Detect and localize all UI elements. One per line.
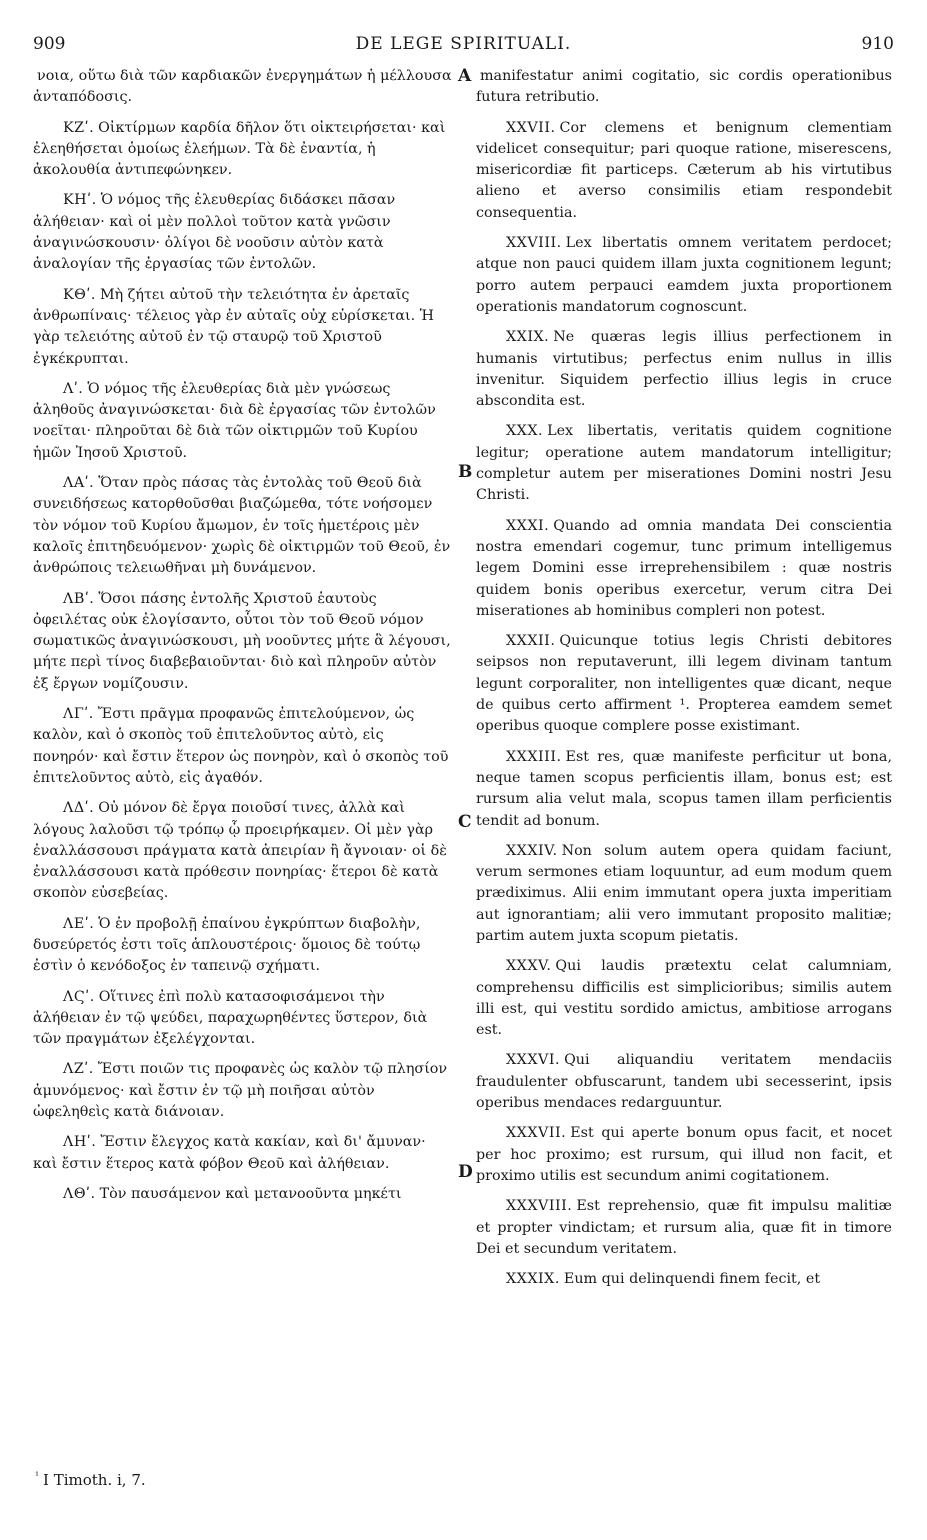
latin-paragraph: XXXIV. Non solum autem opera quidam faciunt, verum sermones etiam loquuntur, ad eum modum quem prædiximus. Alii enim immutant opera juxta imperitiam aut ignorantiam; alii vero immutant proposito malitiæ; partim autem juxta scopum pietatis.	[476, 842, 892, 944]
latin-paragraph: manifestatur animi cogitatio, sic cordis operationibus futura retributio.	[476, 68, 892, 106]
latin-paragraph: XXXIII. Est res, quæ manifeste perficitur ut bona, neque tamen scopus perficientis illam, bonus est; est rursum alia velut mala, scopus tamen illam perficientis tendit ad bonum.	[476, 748, 892, 829]
greek-paragraph: ΚΖʹ. Οἰκτίρμων καρδία δῆλον ὅτι οἰκτειρήσεται· καὶ ἐλεηθήσεται ὁμοίως ἐλεήμων. Τὰ δὲ ἐναντία, ἡ ἀκολουθία ἀντιπεφώνηκεν.	[33, 119, 446, 179]
section-marker-a: A	[458, 66, 472, 86]
greek-paragraph: νοια, οὕτω διὰ τῶν καρδιακῶν ἐνεργημάτων ἡ μέλλουσα ἀνταπόδοσις.	[33, 68, 452, 106]
page-number-left: 909	[33, 34, 66, 54]
running-header	[33, 34, 894, 56]
greek-column	[33, 66, 453, 1214]
footnote	[35, 1471, 146, 1489]
greek-paragraph: ΛΓʹ. Ἔστι πρᾶγμα προφανῶς ἐπιτελούμενον, ὡς καλὸν, καὶ ὁ σκοπὸς τοῦ ἐπιτελοῦντος αὐτὸ, εἰς πονηρόν· καὶ ἔστιν ἕτερον ὡς πονηρὸν, καὶ ὁ σκοπὸς τοῦ ἐπιτελοῦντος αὐτὸ, εἰς ἀγαθόν.	[33, 706, 449, 786]
section-marker-b: B	[458, 462, 473, 482]
greek-paragraph: ΛΘʹ. Τὸν παυσάμενον καὶ μετανοοῦντα μηκέτι	[63, 1185, 402, 1202]
latin-paragraph: XXXVI. Qui aliquandiu veritatem mendaciis fraudulenter obfuscarunt, tandem ubi secesserint, ipsis operibus mendaces redarguuntur.	[476, 1052, 892, 1112]
footnote-mark: ¹	[35, 1471, 40, 1482]
latin-column	[476, 66, 892, 1299]
greek-paragraph: ΛΑʹ. Ὅταν πρὸς πάσας τὰς ἐντολὰς τοῦ Θεοῦ διὰ συνειδήσεως κατορθοῦσθαι βιαζώμεθα, τότε νοήσομεν τὸν νόμον τοῦ Κυρίου ἄμωμον, ἐν τοῖς ἡμετέροις μὲν καλοῖς ἐπιτηδευόμενον· χωρὶς δὲ οἰκτιρμῶν τοῦ Θεοῦ, ἐν ἀνθρώποις τελειωθῆναι μὴ δυνάμενον.	[33, 475, 451, 577]
greek-paragraph: ΛΗʹ. Ἔστιν ἔλεγχος κατὰ κακίαν, καὶ δι' ἄμυναν· καὶ ἔστιν ἕτερος κατὰ φόβον Θεοῦ καὶ ἀλήθειαν.	[33, 1134, 426, 1172]
section-marker-c: C	[458, 812, 472, 832]
greek-paragraph: ΛΕʹ. Ὁ ἐν προβολῇ ἐπαίνου ἐγκρύπτων διαβολὴν, δυσεύρετός ἐστι τοῖς ἁπλουστέροις· ὅμοιος δὲ τούτῳ ἐστὶν ὁ κενόδοξος ἐν ταπεινῷ σχήματι.	[33, 915, 421, 975]
latin-paragraph: XXX. Lex libertatis, veritatis quidem cognitione legitur; operatione autem mandatorum intelligitur; completur autem per miserationes Domini nostri Jesu Christi.	[476, 423, 892, 504]
latin-paragraph: XXXV. Qui laudis prætextu celat calumniam, comprehensu difficilis est simplicioribus; similis autem illi est, qui vestitu sordido amictus, ambitiose arrogans est.	[476, 958, 892, 1039]
latin-paragraph: XXXIX. Eum qui delinquendi finem fecit, et	[506, 1271, 821, 1288]
latin-paragraph: XXXII. Quicunque totius legis Christi debitores seipsos non reputaverunt, illi legem divinam tantum legunt corporaliter, non intelligentes quæ dicant, neque de quibus certo affirment ¹. Propterea eamdem semet operibus quoque complere posse existimant.	[476, 633, 892, 735]
latin-paragraph: XXXVII. Est qui aperte bonum opus facit, et nocet per hoc proximo; est rursum, qui illud non facit, et proximo utilis est secundum animi cogitationem.	[476, 1125, 892, 1184]
greek-paragraph: ΚΘʹ. Μὴ ζήτει αὐτοῦ τὴν τελειότητα ἐν ἀρεταῖς ἀνθρωπίναις· τέλειος γὰρ ἐν αὐταῖς οὐχ εὑρίσκεται. Ἡ γὰρ τελειότης αὐτοῦ ἐν τῷ σταυρῷ τοῦ Χριστοῦ ἐγκέκρυπται.	[33, 286, 434, 367]
footnote-text: I Timoth. i, 7.	[43, 1471, 146, 1489]
running-title: DE LEGE SPIRITUALI.	[355, 34, 572, 54]
greek-paragraph: ΛΖʹ. Ἔστι ποιῶν τις προφανὲς ὡς καλὸν τῷ πλησίον ἀμυνόμενος· καὶ ἔστιν ἐν τῷ μὴ ποιῆσαι αὐτὸν ὠφεληθεὶς κατὰ διάνοιαν.	[33, 1061, 448, 1121]
page-number-right: 910	[861, 34, 894, 54]
latin-paragraph: XXVII. Cor clemens et benignum clementiam videlicet consequitur; pari quoque ratione, miserescens, misericordiæ fit particeps. Cæterum ab his virtutibus alieno et averso consimilis etiam respondebit consequentia.	[476, 119, 892, 221]
section-marker-d: D	[458, 1162, 473, 1182]
latin-paragraph: XXXI. Quando ad omnia mandata Dei conscientia nostra emendari cogemur, tunc primum intelligemus legem Domini esse irreprehensibilem : quæ nostris quidem bonis operibus exercetur, verum citra Dei miserationes ab hominibus compleri non potest.	[476, 517, 892, 619]
greek-paragraph: ΛϚʹ. Οἵτινες ἐπὶ πολὺ κατασοφισάμενοι τὴν ἀλήθειαν ἐν τῷ ψεύδει, παραχωρηθέντες ὕστερον, διὰ τῶν πραγμάτων ἐξελέγχονται.	[33, 988, 428, 1048]
greek-paragraph: Λʹ. Ὁ νόμος τῆς ἐλευθερίας διὰ μὲν γνώσεως ἀληθοῦς ἀναγινώσκεται· διὰ δὲ ἐργασίας τῶν ἐντολῶν νοεῖται· πληροῦται δὲ διὰ τῶν οἰκτιρμῶν τοῦ Κυρίου ἡμῶν Ἰησοῦ Χριστοῦ.	[33, 380, 436, 461]
latin-paragraph: XXXVIII. Est reprehensio, quæ fit impulsu malitiæ et propter vindictam; et rursum alia, quæ fit in timore Dei et secundum veritatem.	[476, 1198, 892, 1257]
greek-paragraph: ΛΔʹ. Οὐ μόνον δὲ ἔργα ποιοῦσί τινες, ἀλλὰ καὶ λόγους λαλοῦσι τῷ τρόπῳ ᾧ προειρήκαμεν. Οἱ μὲν γὰρ ἐναλλάσσουσι πράγματα κατὰ ἀπειρίαν ἢ ἄγνοιαν· οἱ δὲ ἐναλλάσσουσι κατὰ πρόθεσιν πονηρίας· ἕτεροι δὲ κατὰ σκοπὸν εὐσεβείας.	[33, 800, 447, 902]
greek-paragraph: ΛΒʹ. Ὅσοι πάσης ἐντολῆς Χριστοῦ ἑαυτοὺς ὀφειλέτας οὐκ ἐλογίσαντο, οὗτοι τὸν τοῦ Θεοῦ νόμον σωματικῶς ἀναγινώσκουσι, μὴ νοοῦντες μήτε ἃ λέγουσι, μήτε περὶ τίνος διαβεβαιοῦνται· διὸ καὶ πληροῦν αὐτὸν ἐξ ἔργων νομίζουσιν.	[33, 590, 451, 692]
latin-paragraph: XXVIII. Lex libertatis omnem veritatem perdocet; atque non pauci quidem illam juxta cognitionem legunt; porro autem perpauci eamdem juxta proportionem operationis mandatorum cognoscunt.	[476, 235, 892, 315]
latin-paragraph: XXIX. Ne quæras legis illius perfectionem in humanis virtutibus; perfectus enim nullus in illis invenitur. Siquidem perfectio illius legis in cruce abscondita est.	[476, 329, 892, 410]
greek-paragraph: ΚΗʹ. Ὁ νόμος τῆς ἐλευθερίας διδάσκει πᾶσαν ἀλήθειαν· καὶ οἱ μὲν πολλοὶ τοῦτον κατὰ γνῶσιν ἀναγινώσκουσιν· ὀλίγοι δὲ νοοῦσιν αὐτὸν κατὰ ἀναλογίαν τῆς ἐργασίας τῶν ἐντολῶν.	[33, 192, 396, 273]
